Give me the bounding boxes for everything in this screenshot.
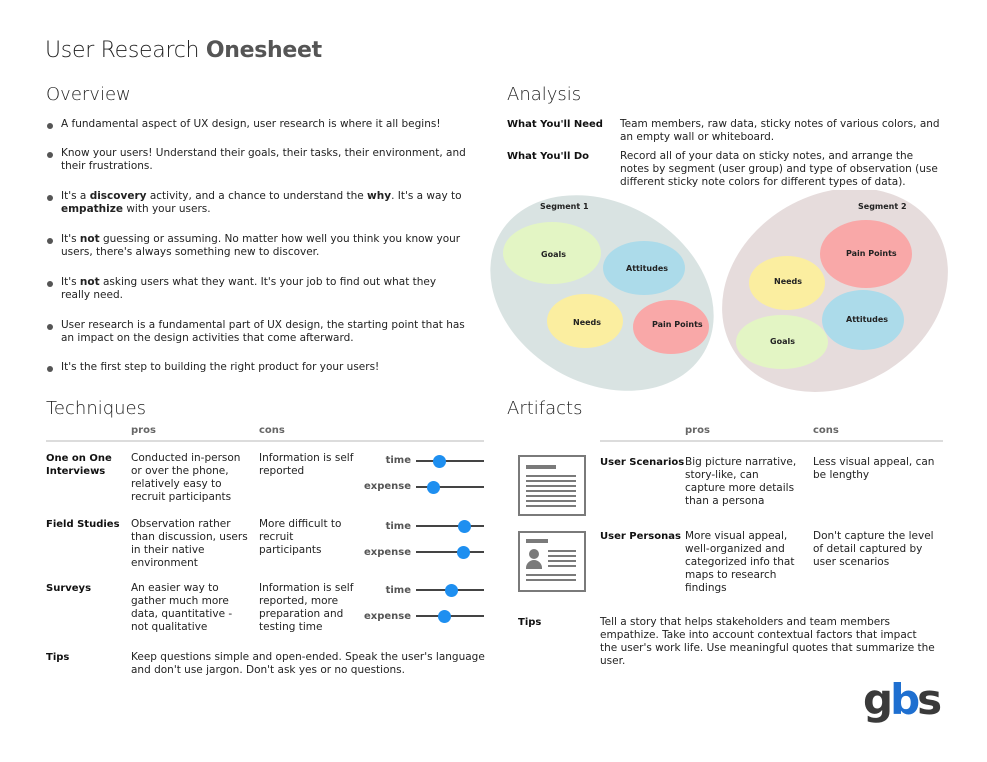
bullet-dot: [47, 281, 53, 287]
bullet-dot: [47, 238, 53, 244]
scenario-document-icon: [518, 455, 586, 516]
overview-bullet-1: A fundamental aspect of UX design, user research is where it all begins!: [61, 118, 441, 130]
segment-1-needs: Needs: [573, 318, 602, 327]
artifact-cons-personas: Don't capture the level of detail captured by user scenarios: [813, 530, 934, 568]
artifacts-heading: Artifacts: [507, 398, 583, 419]
segment-2-goals: Goals: [770, 337, 795, 346]
do-text: Record all of your data on sticky notes, and arrange the notes by segment (user group) and type of observation (use different sticky note colors for different types of data).: [620, 150, 938, 188]
do-label: What You'll Do: [507, 151, 590, 162]
artifact-name-personas: User Personas: [600, 531, 681, 542]
overview-heading: Overview: [46, 84, 131, 105]
segment-1-label: Segment 1: [540, 202, 589, 211]
techniques-heading: Techniques: [46, 398, 147, 419]
artifact-cons-scenarios: Less visual appeal, can be lengthy: [813, 456, 935, 481]
technique-cons-surveys: Information is self reported, more preparation and testing time: [259, 582, 354, 633]
bullet-dot: [47, 195, 53, 201]
bullet-dot: [47, 324, 53, 330]
technique-cons-field-studies: More difficult to recruit participants: [259, 518, 342, 556]
page-title: User Research Onesheet: [45, 38, 322, 63]
need-label: What You'll Need: [507, 119, 603, 130]
expense-slider-knob[interactable]: [457, 546, 470, 559]
segment-1-goals: Goals: [541, 250, 566, 259]
artifacts-tips-text: Tell a story that helps stakeholders and team members empathize. Take into account contextual factors that impact the user's work life. Use meaningful quotes that summarize the user.: [600, 616, 935, 667]
overview-bullet-7: It's the first step to building the right product for your users!: [61, 361, 380, 373]
affinity-diagram: [480, 190, 950, 395]
technique-name-field-studies: Field Studies: [46, 519, 120, 530]
bullet-dot: [47, 123, 53, 129]
artifact-pros-personas: More visual appeal, well-organized and categorized info that maps to research findings: [685, 530, 795, 594]
technique-pros-surveys: An easier way to gather much more data, quantitative - not qualitative: [131, 582, 233, 633]
techniques-tips-label: Tips: [46, 652, 70, 663]
bullet-dot: [47, 366, 53, 372]
expense-label: expense: [363, 547, 411, 558]
time-label: time: [385, 521, 411, 532]
segment-2-needs: Needs: [774, 277, 803, 286]
technique-pros-interviews: Conducted in-person or over the phone, relatively easy to recruit participants: [131, 452, 241, 503]
time-slider-knob[interactable]: [458, 520, 471, 533]
need-text: Team members, raw data, sticky notes of various colors, and an empty wall or whiteboard.: [620, 118, 940, 143]
expense-slider-knob[interactable]: [427, 481, 440, 494]
expense-track: [416, 551, 484, 553]
segment-1-pain-points: Pain Points: [652, 320, 703, 329]
expense-slider-knob[interactable]: [438, 610, 451, 623]
segment-2-attitudes: Attitudes: [846, 315, 889, 324]
expense-label: expense: [363, 611, 411, 622]
technique-cons-interviews: Information is self reported: [259, 452, 354, 477]
artifacts-pros-header: pros: [685, 425, 710, 436]
segment-1-attitudes: Attitudes: [626, 264, 669, 273]
techniques-pros-header: pros: [131, 425, 156, 436]
segment-1-ellipse: [480, 190, 749, 395]
techniques-header-rule: [46, 440, 484, 442]
time-slider-knob[interactable]: [445, 584, 458, 597]
analysis-heading: Analysis: [507, 84, 582, 105]
segment-2-label: Segment 2: [858, 202, 907, 211]
technique-pros-field-studies: Observation rather than discussion, users in their native environment: [131, 518, 248, 569]
artifacts-header-rule: [600, 440, 943, 442]
techniques-tips-text: Keep questions simple and open-ended. Speak the user's language and don't use jargon. Don't ask yes or no questions.: [131, 651, 485, 676]
time-track: [416, 525, 484, 527]
time-label: time: [385, 585, 411, 596]
technique-name-surveys: Surveys: [46, 583, 92, 594]
overview-bullet-2: Know your users! Understand their goals, their tasks, their environment, and their frustrations.: [61, 147, 466, 172]
technique-name-interviews: One on One Interviews: [46, 453, 112, 477]
artifacts-cons-header: cons: [813, 425, 839, 436]
gbs-logo: gbs: [863, 675, 940, 724]
time-slider-knob[interactable]: [433, 455, 446, 468]
artifact-pros-scenarios: Big picture narrative, story-like, can capture more details than a persona: [685, 456, 797, 507]
overview-bullet-4: It's not guessing or assuming. No matter how well you think you know your users, there's always something new to discover.: [61, 233, 461, 258]
segment-2-pain-points: Pain Points: [846, 249, 897, 258]
overview-bullet-5: It's not asking users what they want. It's your job to find out what they really need.: [61, 276, 437, 301]
persona-profile-icon: [518, 531, 586, 592]
artifacts-tips-label: Tips: [518, 617, 542, 628]
artifact-name-scenarios: User Scenarios: [600, 457, 685, 468]
overview-bullet-3: It's a discovery activity, and a chance to understand the why. It's a way to empathize with your users.: [61, 190, 462, 215]
techniques-cons-header: cons: [259, 425, 285, 436]
time-label: time: [385, 455, 411, 466]
time-track: [416, 460, 484, 462]
expense-label: expense: [363, 481, 411, 492]
overview-bullet-6: User research is a fundamental part of UX design, the starting point that has an impact on the design activities that come afterward.: [61, 319, 465, 344]
bullet-dot: [47, 152, 53, 158]
